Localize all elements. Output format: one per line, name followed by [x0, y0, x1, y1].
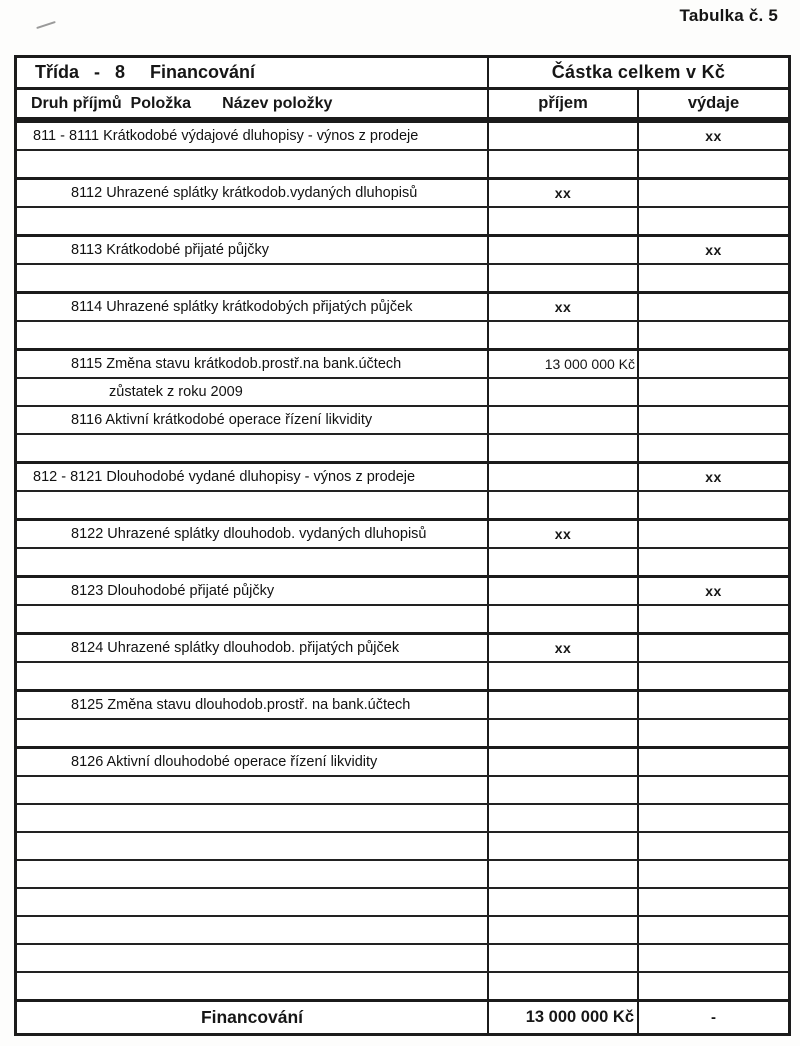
item-label-cell: 8114 Uhrazené splátky krátkodobých přijatých půjček: [17, 294, 489, 320]
table-row: [17, 433, 788, 461]
table-footer-row: [17, 999, 788, 1033]
income-cell: [489, 945, 639, 971]
table-row: [17, 547, 788, 575]
item-label-cell: [17, 973, 489, 999]
table-row: [17, 149, 788, 177]
income-cell: [489, 407, 639, 433]
table-row: [17, 718, 788, 746]
expense-cell: [639, 606, 788, 632]
expense-cell: [639, 180, 788, 206]
income-cell: [489, 973, 639, 999]
expense-cell: [639, 973, 788, 999]
income-cell: [489, 322, 639, 348]
columns-header: Druh příjmů Položka Název položky: [17, 90, 489, 117]
item-label-cell: 8125 Změna stavu dlouhodob.prostř. na bank.účtech: [17, 692, 489, 718]
table-row: [17, 575, 788, 604]
income-cell: [489, 777, 639, 803]
income-cell: [489, 549, 639, 575]
table-row: [17, 689, 788, 718]
income-cell: [489, 663, 639, 689]
income-cell: 13 000 000 Kč: [489, 351, 639, 377]
item-label-cell: [17, 945, 489, 971]
item-label-cell: [17, 208, 489, 234]
income-cell: [489, 692, 639, 718]
income-cell: [489, 123, 639, 149]
income-cell: xx: [489, 180, 639, 206]
table-row: [17, 971, 788, 999]
expense-cell: [639, 151, 788, 177]
expense-cell: [639, 549, 788, 575]
footer-expense-total: -: [711, 1009, 716, 1026]
table-row: [17, 859, 788, 887]
financing-table: [14, 55, 791, 1036]
expense-cell: xx: [705, 128, 722, 144]
table-row: [17, 604, 788, 632]
income-cell: [489, 720, 639, 746]
item-label-cell: [17, 549, 489, 575]
table-row: [17, 234, 788, 263]
item-label-cell: [17, 606, 489, 632]
income-cell: [489, 379, 639, 405]
footer-income-total: 13 000 000 Kč: [489, 1002, 639, 1033]
expense-cell: [639, 720, 788, 746]
expense-cell: [639, 833, 788, 859]
income-cell: [489, 464, 639, 490]
table-row: [17, 206, 788, 234]
expense-cell: xx: [705, 242, 722, 258]
expense-cell: [639, 777, 788, 803]
item-label-cell: 812 - 8121 Dlouhodobé vydané dluhopisy - výnos z prodeje: [17, 464, 489, 490]
item-label-cell: [17, 777, 489, 803]
item-label-cell: 811 - 8111 Krátkodobé výdajové dluhopisy - výnos z prodeje: [17, 123, 489, 149]
income-cell: [489, 237, 639, 263]
table-row: [17, 915, 788, 943]
table-row: [17, 887, 788, 915]
item-label-cell: [17, 889, 489, 915]
expense-cell: [639, 407, 788, 433]
income-cell: [489, 749, 639, 775]
table-row: [17, 263, 788, 291]
item-label-cell: 8116 Aktivní krátkodobé operace řízení likvidity: [17, 407, 489, 433]
income-cell: xx: [489, 521, 639, 547]
income-cell: [489, 805, 639, 831]
table-row: [17, 943, 788, 971]
expense-cell: [639, 861, 788, 887]
income-cell: [489, 208, 639, 234]
table-row: [17, 405, 788, 433]
item-label-cell: [17, 861, 489, 887]
table-row: [17, 348, 788, 377]
expense-cell: [639, 663, 788, 689]
expense-cell: [639, 945, 788, 971]
expense-cell: [639, 435, 788, 461]
item-label-cell: zůstatek z roku 2009: [17, 379, 489, 405]
pen-mark: [36, 21, 56, 29]
income-cell: [489, 833, 639, 859]
income-cell: [489, 265, 639, 291]
amount-header: Částka celkem v Kč: [551, 62, 726, 82]
income-cell: xx: [489, 635, 639, 661]
income-cell: xx: [489, 294, 639, 320]
item-label-cell: 8113 Krátkodobé přijaté půjčky: [17, 237, 489, 263]
table-row: [17, 661, 788, 689]
expense-cell: [639, 521, 788, 547]
item-label-cell: 8123 Dlouhodobé přijaté půjčky: [17, 578, 489, 604]
table-row: [17, 461, 788, 490]
expense-cell: [639, 917, 788, 943]
table-row: [17, 518, 788, 547]
item-label-cell: 8122 Uhrazené splátky dlouhodob. vydaných dluhopisů: [17, 521, 489, 547]
expense-cell: [639, 265, 788, 291]
table-row: [17, 831, 788, 859]
expense-cell: [639, 322, 788, 348]
table-header-row-2: [17, 90, 788, 120]
income-cell: [489, 861, 639, 887]
table-title: Třída - 8 Financování: [17, 58, 489, 87]
item-label-cell: [17, 492, 489, 518]
income-cell: [489, 917, 639, 943]
item-label-cell: [17, 720, 489, 746]
expense-cell: xx: [705, 583, 722, 599]
table-row: [17, 377, 788, 405]
page-title: Tabulka č. 5: [679, 6, 778, 25]
income-cell: [489, 889, 639, 915]
item-label-cell: 8126 Aktivní dlouhodobé operace řízení likvidity: [17, 749, 489, 775]
item-label-cell: 8115 Změna stavu krátkodob.prostř.na bank.účtech: [17, 351, 489, 377]
table-header-row-1: [17, 58, 788, 90]
expense-cell: [639, 692, 788, 718]
table-row: [17, 490, 788, 518]
income-cell: [489, 492, 639, 518]
table-row: [17, 120, 788, 149]
item-label-cell: [17, 663, 489, 689]
income-cell: [489, 578, 639, 604]
table-row: [17, 803, 788, 831]
table-row: [17, 775, 788, 803]
item-label-cell: [17, 435, 489, 461]
item-label-cell: 8112 Uhrazené splátky krátkodob.vydaných dluhopisů: [17, 180, 489, 206]
item-label-cell: [17, 917, 489, 943]
table-row: [17, 177, 788, 206]
income-cell: [489, 151, 639, 177]
income-cell: [489, 435, 639, 461]
income-column-header: příjem: [489, 90, 639, 117]
expense-cell: [639, 889, 788, 915]
item-label-cell: [17, 265, 489, 291]
expense-cell: [639, 635, 788, 661]
expense-cell: xx: [705, 469, 722, 485]
expense-column-header: výdaje: [687, 94, 740, 112]
footer-label: Financování: [17, 1002, 489, 1033]
expense-cell: [639, 749, 788, 775]
income-cell: [489, 606, 639, 632]
expense-cell: [639, 492, 788, 518]
item-label-cell: 8124 Uhrazené splátky dlouhodob. přijatých půjček: [17, 635, 489, 661]
expense-cell: [639, 351, 788, 377]
expense-cell: [639, 379, 788, 405]
table-row: [17, 746, 788, 775]
item-label-cell: [17, 322, 489, 348]
table-row: [17, 632, 788, 661]
table-row: [17, 291, 788, 320]
item-label-cell: [17, 833, 489, 859]
expense-cell: [639, 805, 788, 831]
item-label-cell: [17, 151, 489, 177]
expense-cell: [639, 208, 788, 234]
table-body: [17, 120, 788, 999]
expense-cell: [639, 294, 788, 320]
table-row: [17, 320, 788, 348]
item-label-cell: [17, 805, 489, 831]
